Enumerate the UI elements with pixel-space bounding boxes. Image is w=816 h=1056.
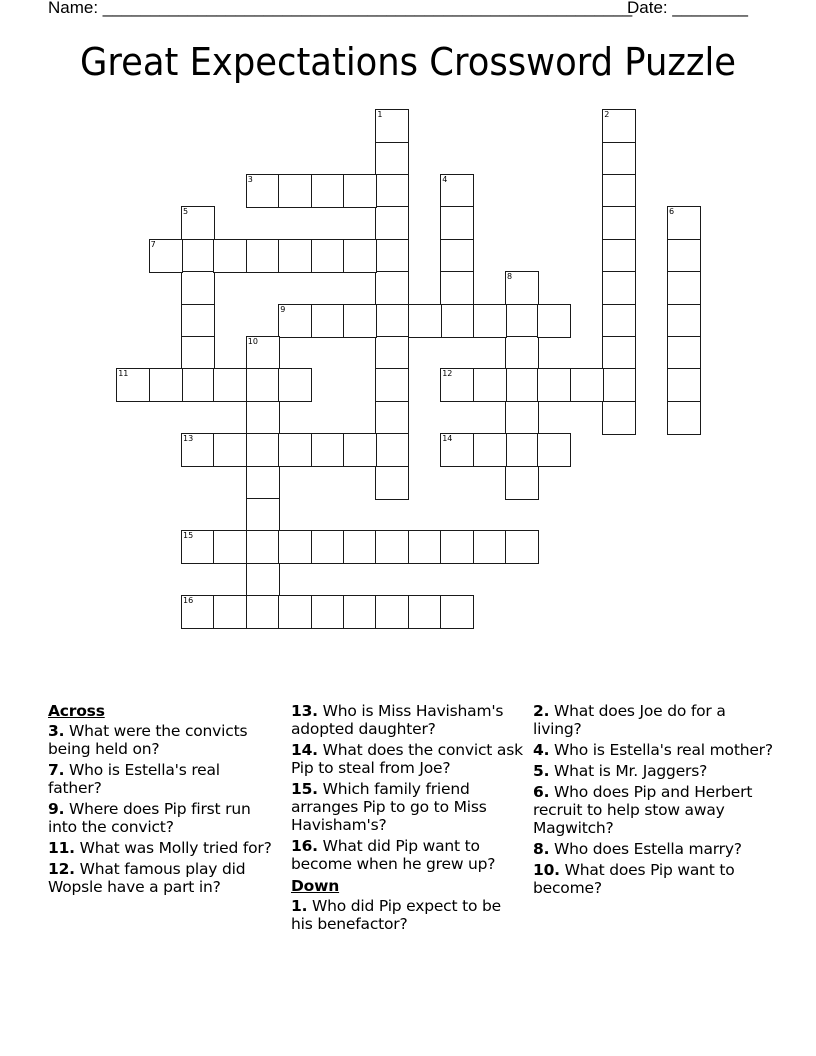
grid-cell[interactable] [440, 206, 474, 240]
grid-cell[interactable] [181, 368, 215, 402]
grid-cell[interactable] [473, 433, 507, 467]
clue-across-13: 13. Who is Miss Havisham's adopted daughter? [291, 702, 504, 738]
grid-cell[interactable] [602, 336, 636, 370]
name-field[interactable]: Name: ________________________________________________________ [48, 0, 633, 17]
grid-cell[interactable] [505, 304, 539, 338]
clue-down-2: 2. What does Joe do for a living? [533, 702, 726, 738]
clue-number: 6 [669, 207, 675, 217]
grid-cell[interactable] [602, 239, 636, 273]
grid-cell[interactable] [440, 368, 474, 402]
grid-cell[interactable] [375, 206, 409, 240]
grid-cell[interactable] [311, 304, 345, 338]
grid-cell[interactable] [375, 433, 409, 467]
grid-cell[interactable] [505, 466, 539, 500]
clue-down-8: 8. Who does Estella marry? [533, 840, 742, 858]
grid-cell[interactable] [278, 595, 312, 629]
grid-cell[interactable] [311, 433, 345, 467]
grid-cell[interactable] [311, 530, 345, 564]
grid-cell[interactable] [440, 174, 474, 208]
clue-down-6: 6. Who does Pip and Herbert recruit to help stow away Magwitch? [533, 783, 753, 837]
grid-cell[interactable] [343, 530, 377, 564]
date-field[interactable]: Date: ________ [627, 0, 748, 17]
grid-cell[interactable] [375, 239, 409, 273]
grid-cell[interactable] [473, 368, 507, 402]
clue-number: 7 [150, 239, 156, 249]
clue-across-3: 3. What were the convicts being held on? [48, 722, 248, 758]
grid-cell[interactable] [343, 304, 377, 338]
grid-cell[interactable] [473, 304, 507, 338]
grid-cell[interactable] [375, 466, 409, 500]
clue-number: 16 [183, 596, 194, 606]
grid-cell[interactable] [343, 174, 377, 208]
grid-cell[interactable] [375, 304, 409, 338]
grid-cell[interactable] [602, 304, 636, 338]
grid-cell[interactable] [440, 595, 474, 629]
clue-across-9: 9. Where does Pip first run into the convict? [48, 800, 251, 836]
grid-cell[interactable] [408, 595, 442, 629]
grid-cell[interactable] [505, 433, 539, 467]
grid-cell[interactable] [246, 239, 280, 273]
down-heading: Down [291, 877, 340, 895]
clue-number: 9 [280, 304, 286, 314]
grid-cell[interactable] [602, 174, 636, 208]
grid-cell[interactable] [667, 271, 701, 305]
clue-number: 12 [442, 369, 453, 379]
clue-number: 10 [247, 337, 258, 346]
grid-cell[interactable] [375, 271, 409, 305]
grid-cell[interactable] [278, 304, 312, 338]
grid-cell[interactable] [181, 239, 215, 273]
grid-cell[interactable] [181, 206, 215, 240]
clues-column-3 [533, 702, 773, 900]
grid-cell[interactable] [667, 239, 701, 273]
grid-cell[interactable] [278, 530, 312, 564]
grid-cell[interactable] [343, 239, 377, 273]
grid-cell[interactable] [149, 239, 183, 273]
grid-cell[interactable] [602, 142, 636, 176]
grid-cell[interactable] [246, 530, 280, 564]
grid-cell[interactable] [181, 530, 215, 564]
grid-cell[interactable] [181, 271, 215, 305]
grid-cell[interactable] [375, 336, 409, 370]
grid-cell[interactable] [343, 595, 377, 629]
grid-cell[interactable] [246, 563, 280, 597]
grid-cell[interactable] [408, 304, 442, 338]
grid-cell[interactable] [116, 368, 150, 402]
grid-cell[interactable] [602, 271, 636, 305]
grid-cell[interactable] [213, 595, 247, 629]
clue-number: 8 [507, 272, 513, 282]
clues-column-1 [48, 702, 278, 899]
grid-cell[interactable] [278, 174, 312, 208]
clues-column-2 [291, 702, 527, 936]
grid-cell[interactable] [440, 271, 474, 305]
grid-cell[interactable] [667, 368, 701, 402]
grid-cell[interactable] [667, 401, 701, 435]
clue-number: 15 [183, 531, 194, 541]
grid-cell[interactable] [246, 498, 280, 532]
clue-down-5: 5. What is Mr. Jaggers? [533, 762, 708, 780]
grid-cell[interactable] [505, 368, 539, 402]
grid-cell[interactable] [181, 595, 215, 629]
clue-number: 14 [442, 434, 453, 444]
grid-cell[interactable] [213, 530, 247, 564]
grid-cell[interactable] [505, 401, 539, 435]
grid-cell[interactable] [602, 206, 636, 240]
grid-cell[interactable] [667, 206, 701, 240]
grid-cell[interactable] [537, 368, 571, 402]
grid-cell[interactable] [375, 595, 409, 629]
grid-cell[interactable] [181, 336, 215, 370]
grid-cell[interactable] [246, 595, 280, 629]
grid-cell[interactable] [311, 595, 345, 629]
clue-across-12: 12. What famous play did Wopsle have a part in? [48, 860, 246, 896]
page-title: Great Expectations Crossword Puzzle [79, 40, 737, 84]
clue-across-14: 14. What does the convict ask Pip to steal from Joe? [291, 741, 523, 777]
grid-cell[interactable] [440, 239, 474, 273]
grid-cell[interactable] [311, 239, 345, 273]
grid-cell[interactable] [375, 174, 409, 208]
grid-cell[interactable] [213, 368, 247, 402]
grid-cell[interactable] [440, 530, 474, 564]
clue-number: 5 [183, 207, 189, 217]
grid-cell[interactable] [537, 433, 571, 467]
grid-cell[interactable] [375, 530, 409, 564]
grid-cell[interactable] [440, 433, 474, 467]
grid-cell[interactable] [246, 466, 280, 500]
clue-number: 11 [118, 369, 129, 379]
grid-cell[interactable] [246, 368, 280, 402]
grid-cell[interactable] [149, 368, 183, 402]
clue-across-11: 11. What was Molly tried for? [48, 839, 272, 857]
grid-cell[interactable] [246, 433, 280, 467]
grid-cell[interactable] [408, 530, 442, 564]
grid-cell[interactable] [473, 530, 507, 564]
clue-across-16: 16. What did Pip want to become when he grew up? [291, 837, 496, 873]
grid-cell[interactable] [181, 304, 215, 338]
grid-cell[interactable] [667, 304, 701, 338]
grid-cell[interactable] [602, 401, 636, 435]
grid-cell[interactable] [505, 336, 539, 370]
grid-cell[interactable] [375, 401, 409, 435]
clue-down-1: 1. Who did Pip expect to be his benefactor? [291, 897, 501, 933]
grid-cell[interactable] [505, 530, 539, 564]
clue-number: 3 [247, 175, 253, 184]
grid-cell[interactable] [375, 109, 409, 143]
grid-cell[interactable] [278, 433, 312, 467]
grid-cell[interactable] [181, 433, 215, 467]
grid-cell[interactable] [343, 433, 377, 467]
grid-cell[interactable] [602, 368, 636, 402]
clue-across-15: 15. Which family friend arranges Pip to go to Miss Havisham's? [291, 780, 487, 834]
grid-cell[interactable] [278, 368, 312, 402]
grid-cell[interactable] [537, 304, 571, 338]
grid-cell[interactable] [602, 109, 636, 143]
clue-number: 1 [377, 110, 383, 120]
clue-number: 2 [604, 110, 610, 120]
across-heading: Across [48, 702, 105, 720]
grid-cell[interactable] [375, 142, 409, 176]
grid-cell[interactable] [213, 433, 247, 467]
clue-number: 13 [183, 434, 194, 444]
grid-cell[interactable] [667, 336, 701, 370]
grid-cell[interactable] [311, 174, 345, 208]
clue-across-7: 7. Who is Estella's real father? [48, 761, 220, 797]
grid-cell[interactable] [246, 336, 280, 370]
clue-number: 4 [442, 175, 448, 184]
clue-down-4: 4. Who is Estella's real mother? [533, 741, 773, 759]
grid-cell[interactable] [278, 239, 312, 273]
grid-cell[interactable] [246, 401, 280, 435]
grid-cell[interactable] [375, 368, 409, 402]
grid-cell[interactable] [213, 239, 247, 273]
grid-cell[interactable] [505, 271, 539, 305]
clue-down-10: 10. What does Pip want to become? [533, 861, 735, 897]
grid-cell[interactable] [570, 368, 604, 402]
grid-cell[interactable] [246, 174, 280, 208]
grid-cell[interactable] [440, 304, 474, 338]
